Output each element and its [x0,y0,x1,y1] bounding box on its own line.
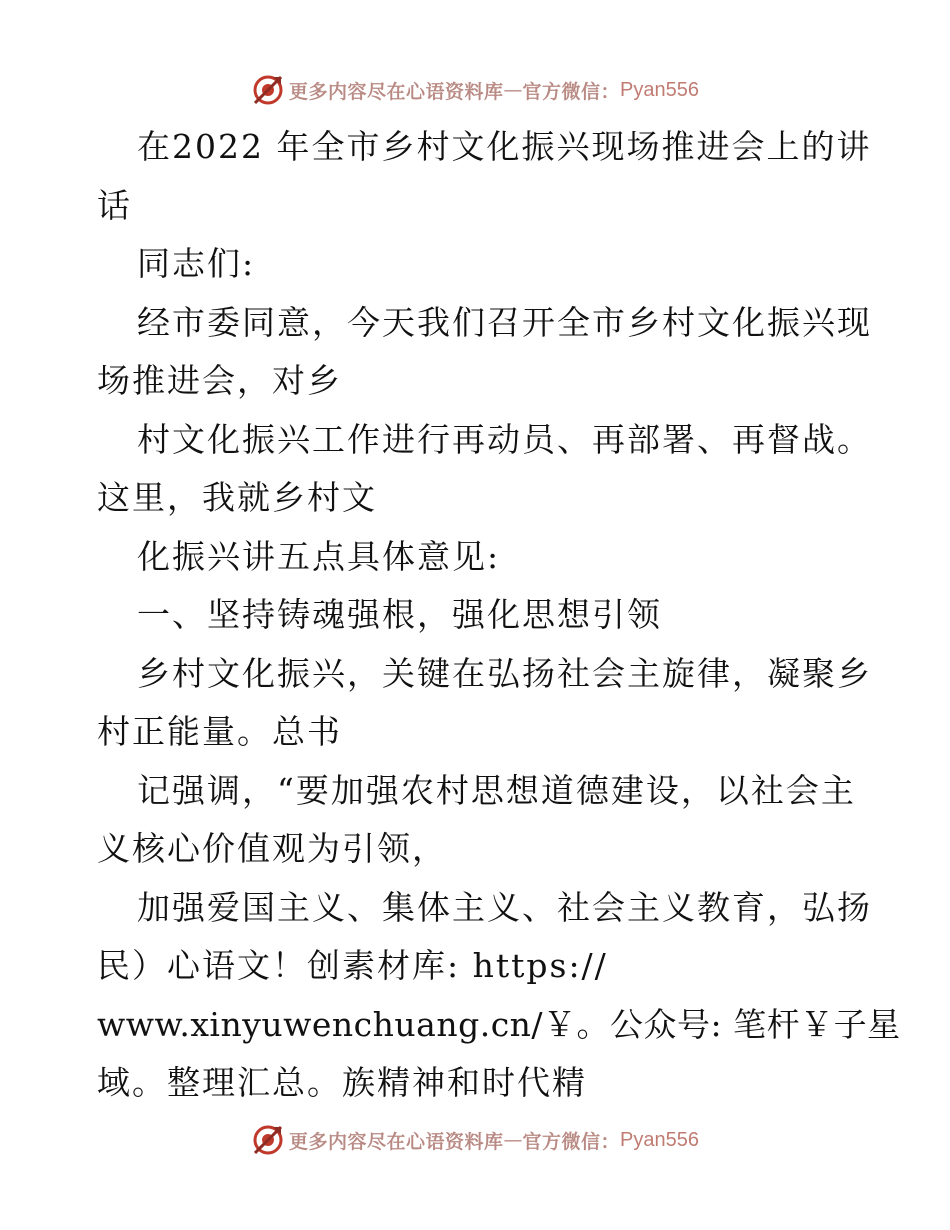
doc-line: 记强调，“要加强农村思想道德建设，以社会主 [137,770,856,810]
doc-line: 民）心语文！创素材库: https:// [97,946,608,985]
watermark-banner-top [0,70,950,110]
watermark-wechat-id: Pyan556 [620,1128,699,1151]
watermark-text: 更多内容尽在心语资料库 [289,1130,504,1153]
doc-line: 经市委同意，今天我们召开全市乡村文化振兴现 [137,302,872,342]
doc-line: 村文化振兴工作进行再动员、再部署、再督战。 [137,419,872,459]
doc-line: 这里，我就乡村文 [97,478,377,517]
doc-line: 域。整理汇总。族精神和时代精 [97,1063,587,1102]
doc-title-line-2: 话 [97,185,132,225]
doc-line-url: www.xinyuwenchuang.cn/￥。公众号: 笔杆￥子星 [97,1004,901,1044]
watermark-wechat-id: Pyan556 [620,78,699,101]
doc-line: 化振兴讲五点具体意见: [137,536,501,576]
doc-line: 义核心价值观为引领， [97,829,447,868]
watermark-text: 更多内容尽在心语资料库 [289,80,504,103]
doc-section-heading: 一、坚持铸魂强根，强化思想引领 [137,595,662,634]
doc-title-line-1: 在2022 年全市乡村文化振兴现场推进会上的讲 [137,127,872,166]
watermark-separator: — [503,79,523,101]
doc-line: 加强爱国主义、集体主义、社会主义教育，弘扬 [137,887,872,927]
doc-greeting: 同志们: [137,244,256,283]
watermark-official: 官方微信： [522,80,621,103]
quill-logo-icon [251,1123,285,1157]
doc-line: 乡村文化振兴，关键在弘扬社会主旋律，凝聚乡 [137,653,872,693]
watermark-official: 官方微信： [522,1130,621,1153]
watermark-banner-bottom [0,1120,950,1160]
watermark-separator: — [503,1129,523,1151]
doc-line: 村正能量。总书 [97,712,342,751]
document-body [97,118,901,1113]
quill-logo-icon [251,73,285,107]
doc-line: 场推进会，对乡 [97,361,342,400]
